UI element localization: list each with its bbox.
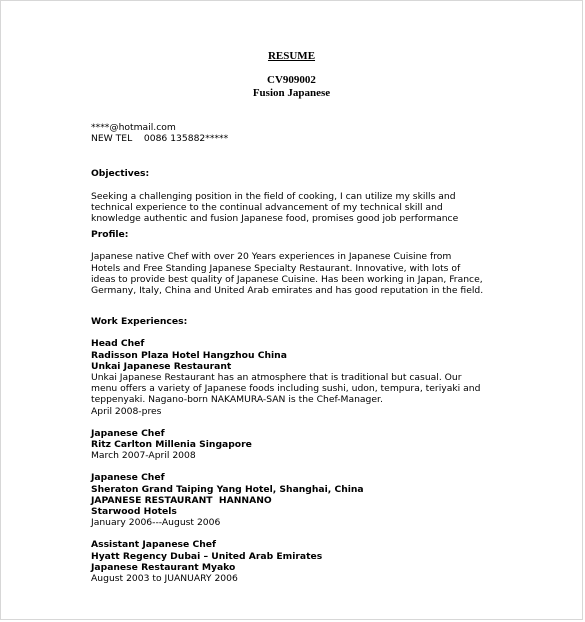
job-employer: Radisson Plaza Hotel Hangzhou China [91,349,287,361]
job-title: Japanese Chef [91,427,165,439]
profile-line: Japanese native Chef with over 20 Years experiences in Japanese Cuisine from [91,251,452,263]
cv-id: CV909002 [267,74,316,86]
objectives-section [91,168,551,224]
job-group: Starwood Hotels [91,506,177,518]
job-entry [91,539,551,584]
job-employer: Sheraton Grand Taiping Yang Hotel, Shanghai, China [91,483,364,495]
resume-body [91,122,551,584]
job-description: menu offers a variety of Japanese foods including sushi, udon, tempura, teriyaki and [91,383,481,395]
job-title: Head Chef [91,338,145,350]
contact-block [91,122,551,144]
job-restaurant: Japanese Restaurant Myako [91,561,236,573]
cv-subtitle: Fusion Japanese [252,87,331,99]
job-employer: Hyatt Regency Dubai – United Arab Emirates [91,550,323,562]
job-description: teppenyaki. Nagano-born NAKAMURA-SAN is the Chef-Manager. [91,394,383,406]
profile-section [91,229,551,296]
job-title: Assistant Japanese Chef [91,539,216,551]
job-restaurant: Unkai Japanese Restaurant [91,360,232,372]
objectives-line: Seeking a challenging position in the field of cooking, I can utilize my skills and [91,190,456,202]
objectives-line: knowledge authentic and fusion Japanese food, promises good job performance [91,213,459,225]
resume-title: RESUME [267,50,316,62]
email: ****@hotmail.com [91,122,176,133]
job-employer: Ritz Carlton Millenia Singapore [91,439,252,451]
job-description: Unkai Japanese Restaurant has an atmosphere that is traditional but casual. Our [91,372,462,384]
profile-line: ideas to provide best quality of Japanese Cuisine. Has been working in Japan, France, [91,273,483,285]
work-heading: Work Experiences: [91,316,188,328]
profile-line: Germany, Italy, China and United Arab emirates and has good reputation in the field. [91,285,484,297]
job-dates: January 2006---August 2006 [91,517,221,529]
job-dates: April 2008-pres [91,405,162,417]
objectives-heading: Objectives: [91,168,150,180]
job-entry [91,338,551,416]
job-title: Japanese Chef [91,472,165,484]
job-entry [91,428,551,462]
objectives-line: technical experience to the continual advancement of my technical skill and [91,201,443,213]
job-entry [91,472,551,528]
telephone: NEW TEL 0086 135882***** [91,133,229,145]
job-dates: March 2007-April 2008 [91,450,196,462]
job-dates: August 2003 to JUANUARY 2006 [91,573,238,585]
profile-heading: Profile: [91,229,129,241]
profile-line: Hotels and Free Standing Japanese Specialty Restaurant. Innovative, with lots of [91,262,461,274]
job-restaurant: JAPANESE RESTAURANT HANNANO [91,494,272,506]
work-section [91,316,551,584]
